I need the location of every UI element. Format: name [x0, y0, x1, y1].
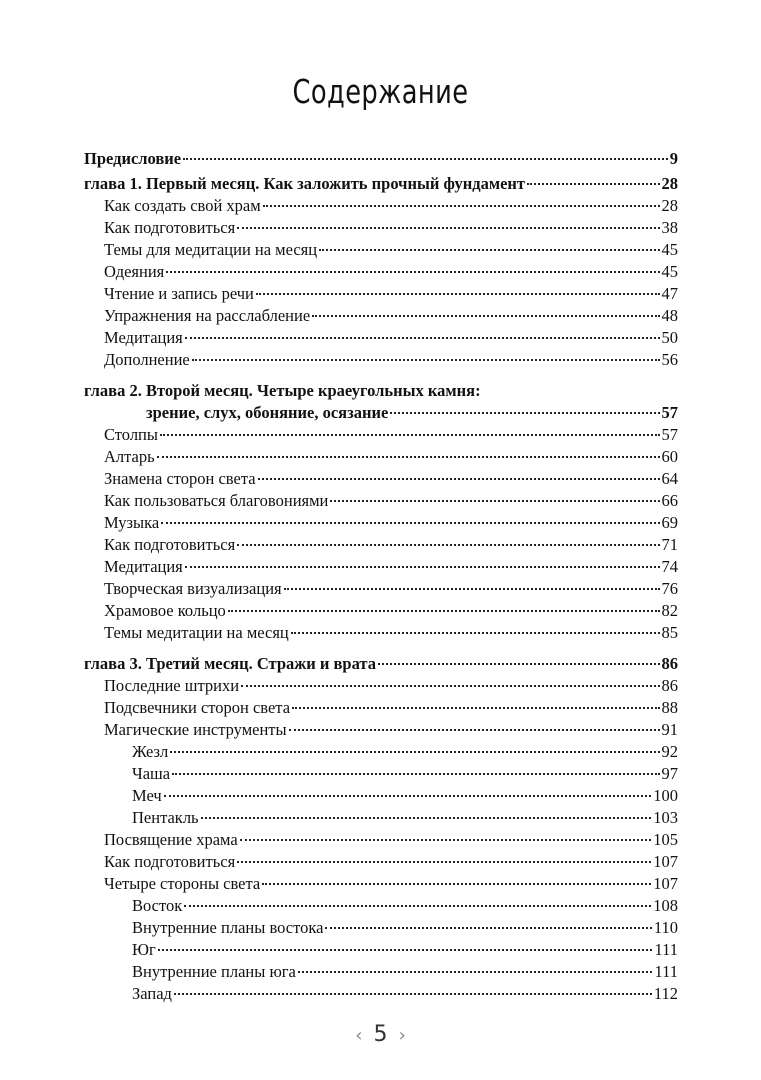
toc-entry-page: 82 — [661, 601, 678, 620]
page-title: Содержание — [292, 72, 469, 111]
toc-entry-title: Музыка — [104, 513, 160, 532]
toc-entry-page: 56 — [661, 350, 678, 369]
dot-leader — [237, 544, 659, 546]
toc-entry[interactable] — [84, 939, 678, 961]
toc-entry[interactable] — [84, 917, 678, 939]
toc-entry[interactable] — [84, 446, 678, 468]
dot-leader — [291, 632, 660, 634]
toc-entry[interactable] — [84, 983, 678, 1005]
toc-entry[interactable] — [84, 719, 678, 741]
toc-entry[interactable] — [84, 829, 678, 851]
dot-leader — [262, 883, 651, 885]
toc-entry-page: 100 — [653, 786, 678, 805]
toc-entry-page: 74 — [661, 557, 678, 576]
dot-leader — [185, 566, 660, 568]
toc-entry-title: Как подготовиться — [104, 852, 236, 871]
dot-leader — [256, 293, 660, 295]
toc-entry-page: 92 — [661, 742, 678, 761]
toc-entry[interactable] — [84, 424, 678, 446]
dot-leader — [284, 588, 660, 590]
toc-entry-page: 71 — [661, 535, 678, 554]
toc-chapter-entry[interactable] — [84, 402, 678, 424]
dot-leader — [319, 249, 659, 251]
toc-entry-page: 50 — [661, 328, 678, 347]
dot-leader — [390, 412, 659, 414]
toc-entry-page: 76 — [661, 579, 678, 598]
toc-entry[interactable] — [84, 895, 678, 917]
toc-entry-page: 47 — [661, 284, 678, 303]
toc-entry-page: 45 — [661, 262, 678, 281]
chevron-left-icon: ‹ — [355, 1025, 363, 1046]
toc-entry-title: Четыре стороны света — [104, 874, 261, 893]
toc-entry-title: Предисловие — [84, 149, 182, 168]
dot-leader — [240, 839, 652, 841]
dot-leader — [325, 927, 651, 929]
toc-entry-page: 57 — [661, 425, 678, 444]
table-of-contents — [84, 148, 678, 1005]
toc-entry-title: Пентакль — [132, 808, 199, 827]
toc-entry-page: 112 — [653, 984, 678, 1003]
toc-entry-title: Посвящение храма — [104, 830, 238, 849]
dot-leader — [263, 205, 660, 207]
toc-entry[interactable] — [84, 261, 678, 283]
toc-entry-page: 64 — [661, 469, 678, 488]
dot-leader — [378, 663, 660, 665]
dot-leader — [241, 685, 659, 687]
toc-entry-title: Упражнения на расслабление — [104, 306, 311, 325]
toc-entry-title: Жезл — [132, 742, 169, 761]
toc-entry-title: Творческая визуализация — [104, 579, 282, 598]
dot-leader — [258, 478, 660, 480]
dot-leader — [172, 773, 659, 775]
toc-entry-title: Юг — [132, 940, 156, 959]
toc-entry-title: Последние штрихи — [104, 676, 240, 695]
dot-leader — [289, 729, 660, 731]
toc-entry-title: Чаша — [132, 764, 171, 783]
toc-entry-title: глава 2. Второй месяц. Четыре краеугольных камня: — [84, 381, 481, 400]
toc-entry[interactable] — [84, 807, 678, 829]
toc-entry-title: Магические инструменты — [104, 720, 287, 739]
toc-entry-page: 111 — [654, 962, 678, 981]
toc-entry[interactable] — [84, 490, 678, 512]
dot-leader — [170, 751, 659, 753]
toc-entry-page: 108 — [653, 896, 678, 915]
toc-entry-page: 48 — [661, 306, 678, 325]
dot-leader — [237, 227, 659, 229]
toc-entry-page: 103 — [653, 808, 678, 827]
toc-entry-title: Одеяния — [104, 262, 165, 281]
toc-entry-title: Алтарь — [104, 447, 155, 466]
toc-entry-page: 60 — [661, 447, 678, 466]
toc-entry-title: Внутренние планы юга — [132, 962, 296, 981]
toc-entry-page: 107 — [653, 874, 678, 893]
dot-leader — [174, 993, 652, 995]
dot-leader — [292, 707, 659, 709]
toc-entry[interactable] — [84, 675, 678, 697]
toc-entry-title: Темы для медитации на месяц — [104, 240, 318, 259]
dot-leader — [160, 434, 660, 436]
toc-entry[interactable] — [84, 622, 678, 644]
dot-leader — [164, 795, 652, 797]
toc-entry-page: 28 — [661, 196, 678, 215]
toc-entry[interactable] — [84, 578, 678, 600]
toc-entry-page: 66 — [661, 491, 678, 510]
toc-entry[interactable] — [84, 512, 678, 534]
toc-entry-title: Темы медитации на месяц — [104, 623, 289, 642]
toc-chapter-entry[interactable] — [84, 380, 678, 402]
toc-entry-title: Знамена сторон света — [104, 469, 256, 488]
dot-leader — [312, 315, 659, 317]
toc-chapter-entry[interactable] — [84, 148, 678, 170]
dot-leader — [158, 949, 653, 951]
dot-leader — [527, 183, 659, 185]
toc-entry[interactable] — [84, 600, 678, 622]
dot-leader — [166, 271, 659, 273]
toc-entry-page: 69 — [661, 513, 678, 532]
dot-leader — [185, 337, 660, 339]
page-number: 5 — [373, 1022, 388, 1047]
toc-chapter-entry[interactable] — [84, 653, 678, 675]
toc-entry[interactable] — [84, 239, 678, 261]
toc-entry-title: Запад — [132, 984, 172, 1003]
toc-entry[interactable] — [84, 697, 678, 719]
toc-entry-title: глава 3. Третий месяц. Стражи и врата — [84, 654, 376, 673]
toc-entry-page: 110 — [653, 918, 678, 937]
toc-entry[interactable] — [84, 195, 678, 217]
dot-leader — [298, 971, 653, 973]
dot-leader — [201, 817, 652, 819]
toc-entry-title: глава 1. Первый месяц. Как заложить прочный фундамент — [84, 174, 526, 193]
dot-leader — [330, 500, 659, 502]
dot-leader — [183, 158, 668, 160]
dot-leader — [184, 905, 651, 907]
toc-entry[interactable] — [84, 305, 678, 327]
toc-entry-title: зрение, слух, обоняние, осязание — [146, 403, 389, 422]
dot-leader — [192, 359, 660, 361]
toc-entry[interactable] — [84, 327, 678, 349]
toc-entry-title: Столпы — [104, 425, 158, 444]
page-footer — [0, 1022, 761, 1047]
toc-entry-page: 88 — [661, 698, 678, 717]
toc-entry[interactable] — [84, 961, 678, 983]
toc-entry-page: 85 — [661, 623, 678, 642]
toc-entry-title: Восток — [132, 896, 183, 915]
toc-entry[interactable] — [84, 741, 678, 763]
toc-entry-page: 97 — [661, 764, 678, 783]
toc-entry-title: Храмовое кольцо — [104, 601, 226, 620]
toc-entry-title: Дополнение — [104, 350, 190, 369]
toc-entry-page: 45 — [661, 240, 678, 259]
toc-entry-title: Медитация — [104, 328, 183, 347]
dot-leader — [237, 861, 651, 863]
toc-entry[interactable] — [84, 785, 678, 807]
toc-chapter-entry[interactable] — [84, 173, 678, 195]
toc-entry-title: Подсвечники сторон света — [104, 698, 291, 717]
toc-entry-page: 91 — [661, 720, 678, 739]
toc-entry-title: Медитация — [104, 557, 183, 576]
toc-entry-page: 86 — [661, 676, 678, 695]
toc-entry[interactable] — [84, 873, 678, 895]
toc-entry[interactable] — [84, 763, 678, 785]
toc-entry-page: 28 — [661, 174, 678, 193]
toc-entry[interactable] — [84, 534, 678, 556]
dot-leader — [157, 456, 660, 458]
toc-entry[interactable] — [84, 349, 678, 371]
toc-entry-page: 111 — [654, 940, 678, 959]
toc-entry-title: Чтение и запись речи — [104, 284, 254, 303]
toc-entry-title: Меч — [132, 786, 162, 805]
toc-entry[interactable] — [84, 851, 678, 873]
chevron-right-icon: › — [398, 1025, 406, 1046]
toc-entry-title: Как подготовиться — [104, 218, 236, 237]
dot-leader — [161, 522, 659, 524]
toc-entry-title: Внутренние планы востока — [132, 918, 324, 937]
toc-entry-title: Как пользоваться благовониями — [104, 491, 329, 510]
toc-entry-page: 107 — [653, 852, 678, 871]
toc-entry-title: Как подготовиться — [104, 535, 236, 554]
toc-entry[interactable] — [84, 468, 678, 490]
toc-entry-page: 86 — [661, 654, 678, 673]
toc-entry-page: 9 — [669, 149, 678, 168]
toc-entry[interactable] — [84, 556, 678, 578]
toc-entry-page: 38 — [661, 218, 678, 237]
toc-entry-page: 57 — [661, 403, 678, 422]
toc-entry-page: 105 — [653, 830, 678, 849]
dot-leader — [228, 610, 660, 612]
toc-entry-title: Как создать свой храм — [104, 196, 261, 215]
toc-entry[interactable] — [84, 217, 678, 239]
toc-entry[interactable] — [84, 283, 678, 305]
